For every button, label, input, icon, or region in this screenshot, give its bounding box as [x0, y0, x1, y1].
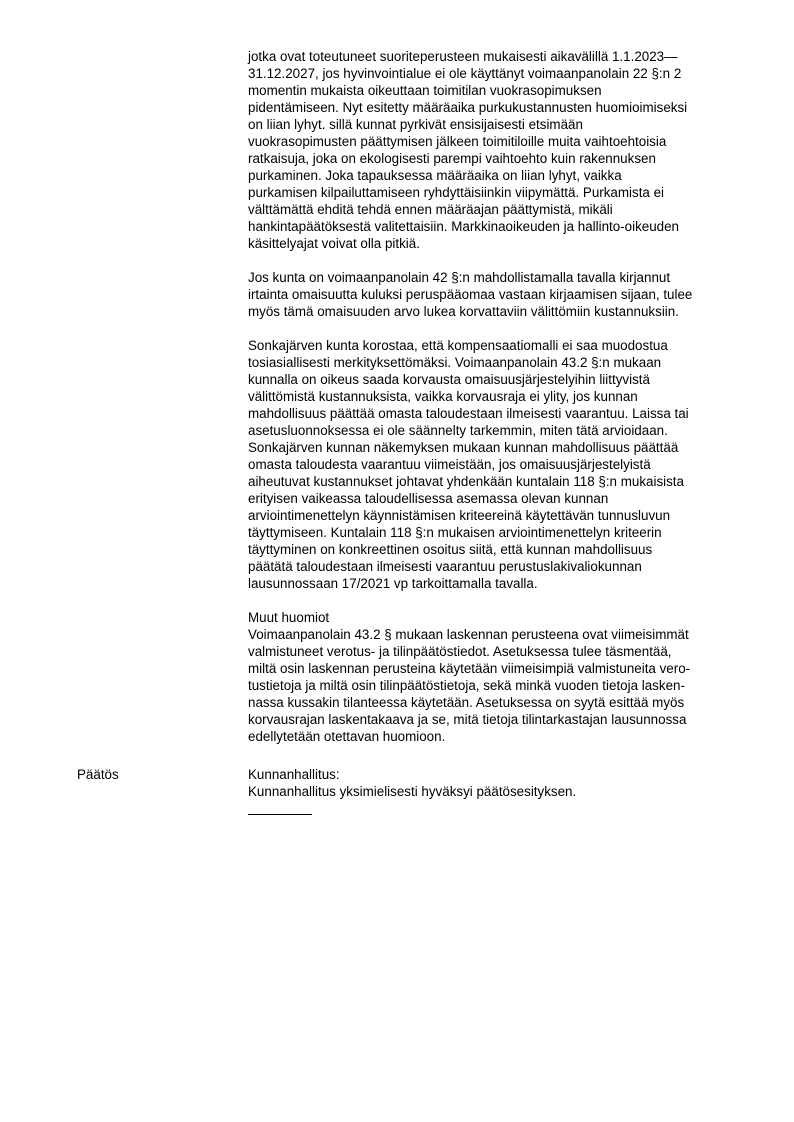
text-line: edellytetään otettavan huomioon.: [248, 729, 446, 744]
text-line: käsittelyajat voivat olla pitkiä.: [248, 236, 420, 251]
decision-label: Päätös: [77, 767, 119, 782]
text-line: hankintapäätöksestä valitettaisiin. Markkinaoikeuden ja hallinto-oikeuden: [248, 219, 679, 234]
decision-body: [248, 766, 748, 800]
text-line: vuokrasopimusten päättymisen jälkeen toimitiloille muita vaihtoehtoisia: [248, 134, 667, 149]
text-line: välttämättä ehditä tehdä ennen määräajan päättymistä, mikäli: [248, 202, 613, 217]
text-line: nassa kussakin tilanteessa käytetään. Asetuksessa on syytä esittää myös: [248, 695, 685, 710]
paragraph-compensation-model: [248, 337, 748, 592]
text-line: lausunnossaan 17/2021 vp tarkoittamalla tavalla.: [248, 576, 538, 591]
decision-line: Kunnanhallitus yksimielisesti hyväksyi päätösesityksen.: [248, 784, 577, 799]
text-line: korvausrajan laskentakaava ja se, mitä tietoja tilintarkastajan lausunnossa: [248, 712, 687, 727]
text-line: 31.12.2027, jos hyvinvointialue ei ole käyttänyt voimaanpanolain 22 §:n 2: [248, 66, 682, 81]
closing-divider: [248, 814, 312, 815]
section-heading: Muut huomiot: [248, 610, 330, 625]
text-line: kunnalla on oikeus saada korvausta omaisuusjärjestelyihin liittyvistä: [248, 372, 650, 387]
text-line: momentin mukaista oikeuttaan toimitilan vuokrasopimuksen: [248, 83, 602, 98]
text-line: mahdollisuus päättää omasta taloudestaan ilmeisesti vaarantuu. Laissa tai: [248, 406, 689, 421]
text-line: päätätä taloudestaan ilmeisesti vaarantuu perustuslakivaliokunnan: [248, 559, 642, 574]
text-line: täyttyminen on konkreettinen osoitus siitä, että kunnan mahdollisuus: [248, 542, 653, 557]
text-line: Sonkajärven kunnan näkemyksen mukaan kunnan mahdollisuus päättää: [248, 440, 679, 455]
text-line: myös tämä omaisuuden arvo lukea korvattaviin välittömiin kustannuksiin.: [248, 304, 679, 319]
text-line: aiheutuvat kustannukset johtavat yhdenkään kuntalain 118 §:n mukaisista: [248, 474, 684, 489]
text-line: purkamisen kilpailuttamiseen ryhdyttäisiinkin viipymättä. Purkamista ei: [248, 185, 665, 200]
text-line: tosiasiallisesti merkityksettömäksi. Voimaanpanolain 43.2 §:n mukaan: [248, 355, 662, 370]
text-line: Jos kunta on voimaanpanolain 42 §:n mahdollistamalla tavalla kirjannut: [248, 270, 671, 285]
text-line: asetusluonnoksessa ei ole säännelty tarkemmin, miten tätä arvioidaan.: [248, 423, 668, 438]
text-line: purkaminen. Joka tapauksessa määräaika on liian lyhyt, vaikka: [248, 168, 622, 183]
text-line: valmistuneet verotus- ja tilinpäätöstiedot. Asetuksessa tulee täsmentää,: [248, 644, 672, 659]
text-line: tustietoja ja miltä osin tilinpäätöstietoja, sekä minkä vuoden tietoja lasken-: [248, 678, 685, 693]
statement-body: [248, 48, 748, 762]
text-line: välittömistä kustannuksista, vaikka korvausraja ei ylity, jos kunnan: [248, 389, 638, 404]
text-line: Sonkajärven kunta korostaa, että kompensaatiomalli ei saa muodostua: [248, 338, 668, 353]
text-line: erityisen vaikeassa taloudellisessa asemassa olevan kunnan: [248, 491, 609, 506]
text-line: täyttymiseen. Kuntalain 118 §:n mukaisen arviointimenettelyn kriteerin: [248, 525, 662, 540]
text-line: Voimaanpanolain 43.2 § mukaan laskennan perusteena ovat viimeisimmät: [248, 627, 689, 642]
paragraph-movable-property: [248, 269, 748, 320]
text-line: pidentämiseen. Nyt esitetty määräaika purkukustannusten huomioimiseksi: [248, 100, 688, 115]
decision-line: Kunnanhallitus:: [248, 767, 340, 782]
text-line: miltä osin laskennan perusteina käytetään viimeisimpiä valmistuneita vero-: [248, 661, 691, 676]
paragraph-demolition-costs: [248, 48, 748, 252]
text-line: arviointimenettelyn käynnistämisen kriteereinä käytettävän tunnusluvun: [248, 508, 671, 523]
text-line: irtainta omaisuutta kuluksi peruspääomaa vastaan kirjaamisen sijaan, tulee: [248, 287, 693, 302]
paragraph-other-remarks: [248, 609, 748, 745]
text-line: jotka ovat toteutuneet suoriteperusteen mukaisesti aikavälillä 1.1.2023—: [248, 49, 678, 64]
text-line: ratkaisuja, joka on ekologisesti parempi vaihtoehto kuin rakennuksen: [248, 151, 656, 166]
text-line: on liian lyhyt. sillä kunnat pyrkivät ensisijaisesti etsimään: [248, 117, 583, 132]
text-line: omasta taloudesta vaarantuu viimeistään, jos omaisuusjärjestelyistä: [248, 457, 651, 472]
